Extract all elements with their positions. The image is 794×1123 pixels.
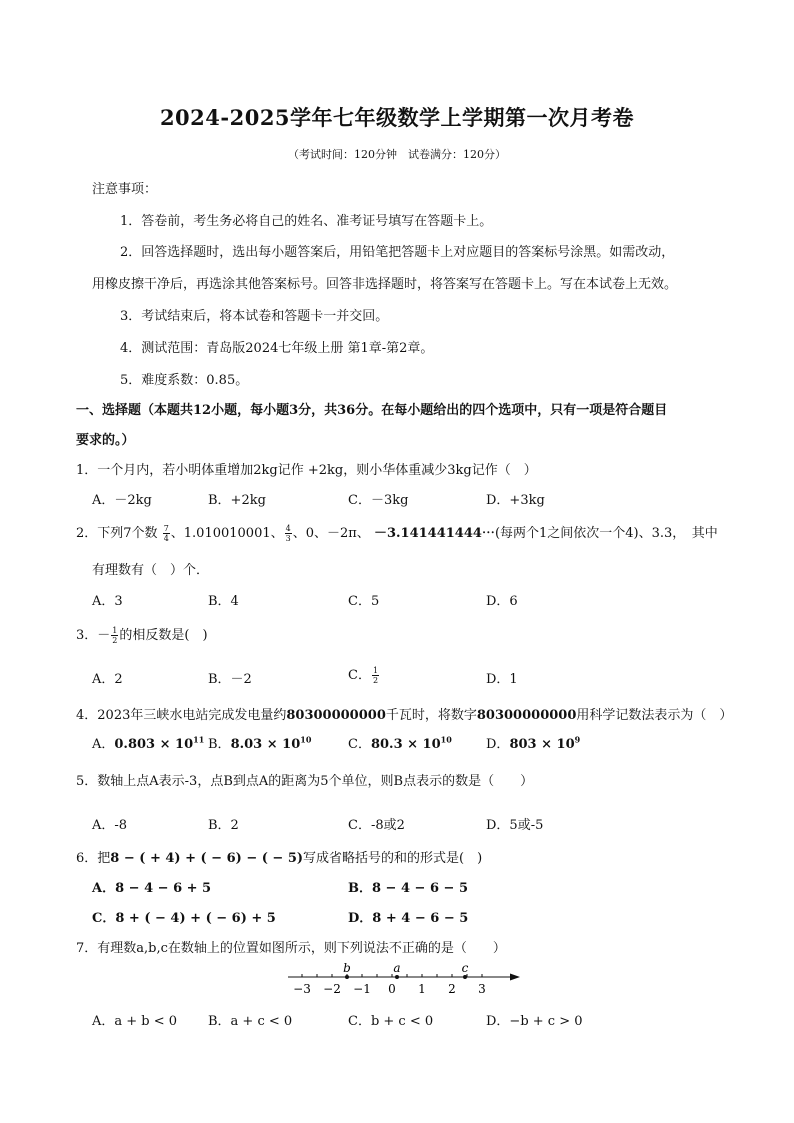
q2-fraction-1 [163, 524, 170, 543]
q2-fraction-2 [285, 524, 292, 543]
q1-option-d: D．+3kg [486, 493, 545, 508]
q6-prefix: 6．把 [76, 851, 111, 866]
number-line-point-label: c [461, 961, 469, 975]
q2-f1-den: 4 [163, 534, 169, 543]
q2-option-d: D．6 [486, 594, 518, 609]
number-line-tick-label: 1 [418, 982, 426, 996]
number-line-tick-label: 3 [478, 982, 486, 996]
number-line-tick-label: −2 [323, 982, 341, 996]
q4-c-label: C． [348, 737, 371, 752]
q4-a-label: A． [92, 737, 115, 752]
notice-item-5: 5．难度系数：0.85。 [120, 373, 249, 388]
number-line-tick-label: −3 [293, 982, 311, 996]
q1-option-c: C．－3kg [348, 493, 409, 508]
question-6-stem [76, 847, 482, 866]
question-7-stem: 7．有理数a,b,c在数轴上的位置如图所示，则下列说法不正确的是（ ） [76, 941, 506, 956]
notice-item-2: 2．回答选择题时，选出每小题答案后，用铅笔把答题卡上对应题目的答案标号涂黑。如需改动， [120, 245, 675, 260]
q3-f-den: 2 [112, 636, 118, 645]
question-2-stem [76, 522, 718, 543]
q5-option-c: C．-8或2 [348, 818, 405, 833]
number-line-tick-label: −1 [353, 982, 371, 996]
q4-option-b [208, 733, 311, 752]
number-line-point-label: b [343, 961, 351, 975]
q6-option-b: B．8 − 4 − 6 − 5 [348, 881, 469, 896]
q4-mid: 千瓦时，将数字 [385, 708, 477, 723]
q4-number-2: 80300000000 [476, 708, 577, 723]
q7-option-a: A．a + b < 0 [92, 1014, 178, 1029]
q5-option-b: B．2 [208, 818, 239, 833]
q2-suffix: (每两个1之间依次一个4)、3.3， 其中 [494, 526, 718, 541]
q3-option-b: B．－2 [208, 672, 252, 687]
number-line-point-label: a [393, 961, 401, 975]
q2-f2-den: 3 [285, 534, 291, 543]
section-heading-cont: 要求的。） [76, 433, 135, 448]
q3-option-c [348, 664, 380, 685]
q4-b-label: B． [208, 737, 231, 752]
q3-neg: － [97, 628, 111, 643]
q2-f2-num: 4 [285, 524, 291, 533]
q2-mid1: 、1.010010001、 [170, 526, 284, 541]
q3-option-c-label: C． [348, 668, 371, 683]
q7-option-d: D．−b + c > 0 [486, 1014, 583, 1029]
number-line-tick-label: 2 [448, 982, 456, 996]
q6-suffix: 写成省略括号的和的形式是( ) [303, 851, 483, 866]
page-title: 2024-2025学年七年级数学上学期第一次月考卷 [159, 105, 635, 130]
q2-prefix: 2．下列7个数 [76, 526, 158, 541]
q3-option-d: D．1 [486, 672, 518, 687]
q6-expression: 8 − ( + 4) + ( − 6) − ( − 5) [110, 851, 304, 866]
number-line-point-c [463, 975, 467, 979]
q4-option-a [92, 733, 204, 752]
q4-option-c [348, 733, 452, 752]
question-2-stem-cont: 有理数有（ ）个． [92, 563, 210, 578]
q4-d-base: 803 × 10 [509, 737, 575, 752]
q4-a-exp: 11 [193, 734, 205, 745]
q3-option-a: A．2 [92, 672, 123, 687]
notice-item-1: 1．答卷前，考生务必将自己的姓名、准考证号填写在答题卡上。 [120, 214, 493, 229]
q4-d-exp: 9 [574, 734, 581, 745]
q2-mid2: 、0、－2π、 [292, 526, 370, 541]
q2-option-a: A．3 [92, 594, 123, 609]
q4-prefix: 4．2023年三峡水电站完成发电量约 [76, 708, 287, 723]
notice-item-2-cont: 用橡皮擦干净后，再选涂其他答案标号。回答非选择题时，将答案写在答题卡上。写在本试卷上无效。 [92, 277, 678, 292]
number-line-arrow [510, 974, 520, 981]
q6-option-a: A．8 − 4 − 6 + 5 [92, 881, 212, 896]
q4-c-base: 80.3 × 10 [370, 737, 441, 752]
question-5-stem: 5．数轴上点A表示-3，点B到点A的距离为5个单位，则B点表示的数是（ ） [76, 774, 534, 789]
q6-option-c: C．8 + ( − 4) + ( − 6) + 5 [92, 911, 276, 926]
q4-suffix: 用科学记数法表示为（ ） [576, 708, 733, 723]
q3-c-num: 1 [372, 666, 379, 675]
q4-option-d [486, 733, 580, 752]
notice-item-3: 3．考试结束后，将本试卷和答题卡一并交回。 [120, 309, 389, 324]
q3-fraction [111, 626, 118, 645]
q4-b-base: 8.03 × 10 [230, 737, 301, 752]
q7-option-b: B．a + c < 0 [208, 1014, 293, 1029]
q2-bold-number: －3.141441444⋯ [373, 526, 495, 541]
q5-option-a: A．-8 [92, 818, 128, 833]
q3-f-num: 1 [112, 626, 118, 635]
section-heading: 一、选择题（本题共12小题，每小题3分，共36分。在每小题给出的四个选项中，只有一项是符合题目 [76, 403, 668, 418]
q3-stem-text: 的相反数是( ) [119, 628, 208, 643]
q3-option-c-fraction [372, 666, 379, 685]
q2-f1-num: 7 [163, 524, 169, 533]
q6-option-d: D．8 + 4 − 6 − 5 [348, 911, 469, 926]
q1-option-b: B．+2kg [208, 493, 266, 508]
q2-option-b: B．4 [208, 594, 239, 609]
question-3-stem: 3．－ $\frac{1}{2}$ 的相反数是( ) [76, 626, 208, 645]
notice-heading: 注意事项： [92, 182, 158, 197]
number-line-diagram [280, 958, 530, 998]
notice-item-4: 4．测试范围：青岛版2024七年级上册 第1章-第2章。 [120, 341, 434, 356]
q4-d-label: D． [486, 737, 510, 752]
q4-number-1: 80300000000 [286, 708, 386, 723]
question-1-stem: 1．一个月内，若小明体重增加2kg记作 +2kg，则小华体重减少3kg记作（ ） [76, 463, 537, 478]
q3-c-den: 2 [372, 676, 379, 685]
page-subtitle: （考试时间：120分钟 试卷满分：120分） [288, 148, 506, 161]
q2-option-c: C．5 [348, 594, 380, 609]
question-4-stem [76, 704, 732, 723]
q4-c-exp: 10 [440, 734, 452, 745]
q1-option-a: A．－2kg [92, 493, 152, 508]
number-line-tick-label: 0 [388, 982, 396, 996]
q4-a-base: 0.803 × 10 [114, 737, 194, 752]
q7-option-c: C．b + c < 0 [348, 1014, 434, 1029]
number-line-point-b [345, 975, 349, 979]
number-line-point-a [395, 975, 399, 979]
q5-option-d: D．5或-5 [486, 818, 544, 833]
q4-b-exp: 10 [300, 734, 312, 745]
